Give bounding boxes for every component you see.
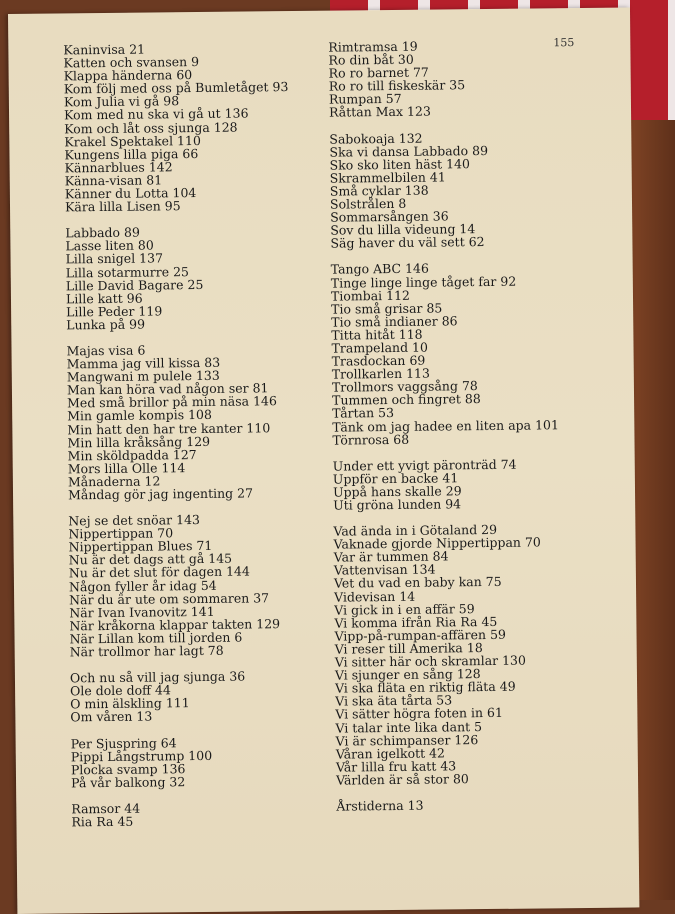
index-entry: Tinge linge linge tåget far 92 [330,273,517,291]
index-entry: Min hatt den har tre kanter 110 [67,419,271,437]
index-entry: Kom med nu ska vi gå ut 136 [63,105,249,123]
index-entry: Nippertippan Blues 71 [68,538,213,555]
index-letter-group [336,797,626,813]
index-entry: Känna-visan 81 [64,172,163,189]
index-entry: Ro din båt 30 [328,51,414,68]
index-entry: Vi sjunger en sång 128 [334,666,481,683]
index-entry: När kråkorna klappar takten 129 [69,616,281,634]
index-letter-group [65,224,356,332]
index-entry: Om våren 13 [70,708,153,725]
index-entry: Vi talar inte lika dant 5 [335,718,483,736]
index-entry: När du är ute om sommaren 37 [69,589,270,608]
index-entry: O min älskling 111 [70,695,190,712]
index-entry: Per Sjuspring 64 [70,734,177,751]
index-entry: Kom och låt oss sjunga 128 [64,119,238,136]
index-letter-group [71,734,362,789]
index-entry: Titta hitåt 118 [331,326,423,343]
index-entry: Nippertippan 70 [68,525,174,542]
index-entry: Råttan Max 123 [328,104,431,121]
index-entry: Vi ska äta tårta 53 [335,692,453,709]
index-entry: När trollmor har lagt 78 [69,642,224,660]
index-entry: Vi sitter här och skramlar 130 [334,652,526,670]
index-entry: Kaninvisa 21 [63,41,146,58]
index-entry: Sko sko liten häst 140 [329,155,471,173]
index-entry: Kom Julia vi gå 98 [63,93,180,110]
index-entry: Ro ro barnet 77 [328,64,429,81]
index-entry: Måndag gör jag ingenting 27 [67,485,254,503]
index-entry: Ro ro till fiskeskär 35 [328,77,466,94]
index-entry: Katten och svansen 9 [63,54,200,71]
index-entry: Ska vi dansa Labbado 89 [329,142,489,160]
index-letter-group [66,341,358,501]
index-entry: Tango ABC 146 [330,261,429,278]
index-entry: Tiombai 112 [330,287,411,304]
index-letter-group [328,38,619,120]
index-entry: Uti gröna lunden 94 [333,496,462,513]
index-entry: Min sköldpadda 127 [67,446,197,464]
index-entry: Vår lilla fru katt 43 [335,758,457,775]
index-entry: Nu är det slut för dagen 144 [68,563,250,581]
index-entry: Rumpan 57 [328,91,402,108]
index-entry: Vi är schimpanser 126 [335,731,479,749]
index-entry: Världen är så stor 80 [335,771,469,788]
index-entry: Vipp-på-rumpan-affären 59 [334,626,507,644]
index-entry: Sabokoaja 132 [329,130,423,147]
index-entry: Uppå hans skalle 29 [332,483,462,500]
index-entry: Vi ska fläta en riktig fläta 49 [335,678,516,696]
index-entry: Mors lilla Olle 114 [67,459,186,477]
index-entry: Vet du vad en baby kan 75 [333,574,502,592]
index-entry: Solstrålen 8 [329,195,407,212]
index-entry: Tio små grisar 85 [331,300,443,317]
index-entry: Trollkarlen 113 [331,365,430,382]
index-entry: Var är tummen 84 [333,548,449,565]
index-entry: Sommarsången 36 [330,208,449,225]
index-letter-group [71,799,361,828]
index-entry: Nej se det snöar 143 [68,512,201,529]
index-entry: Vaknade gjorde Nippertippan 70 [333,534,541,552]
index-entry: Uppför en backe 41 [332,470,459,487]
index-entry: Videvisan 14 [334,588,416,605]
index-entry: Lille Peder 119 [66,303,163,320]
index-entry: Ria Ra 45 [71,813,134,830]
index-entry: Säg haver du väl sett 62 [330,234,485,251]
book-page [8,7,639,913]
index-entry: Min lilla kråksång 129 [67,433,211,451]
index-entry: Kungens lilla piga 66 [64,145,199,163]
index-letter-group [63,40,355,213]
index-entry: När Ivan Ivanovitz 141 [69,603,215,621]
index-entry: Tänk om jag hadee en liten apa 101 [332,416,559,435]
index-entry: När Lillan kom till jorden 6 [69,629,243,647]
index-entry: Vi sätter högra foten in 61 [335,705,503,723]
index-entry: Och nu så vill jag sjunga 36 [69,668,246,686]
index-entry: Vi gick in i en affär 59 [334,600,475,618]
index-column-left [63,40,361,841]
index-entry: Törnrosa 68 [332,431,410,448]
index-entry: Årstiderna 13 [336,797,424,814]
index-entry: Vi reser till Amerika 18 [334,640,483,657]
index-entry: Kännarblues 142 [64,159,173,176]
index-entry: På vår balkong 32 [70,773,186,791]
index-entry: Trollmors vaggsång 78 [331,378,478,395]
index-entry: Tummen och fingret 88 [331,391,481,408]
index-entry: Känner du Lotta 104 [64,185,197,202]
index-entry: Min gamle kompis 108 [67,407,212,424]
index-entry: Mangwani m pulele 133 [66,367,220,385]
index-entry: Lasse liten 80 [65,237,154,254]
index-entry: Trasdockan 69 [331,352,426,369]
index-entry: Lilla sotarmurre 25 [65,263,190,280]
index-entry: Trampeland 10 [331,339,428,356]
index-entry: Skrammelbilen 41 [329,169,446,186]
page-number: 155 [553,36,575,50]
index-entry: Vad ända in i Götaland 29 [333,522,498,539]
index-letter-group [70,668,361,723]
index-entry: Lunka på 99 [66,316,146,333]
index-entry: Tårtan 53 [332,405,395,422]
index-entry: Man kan höra vad någon ser 81 [66,380,269,398]
index-letter-group [333,522,626,787]
index-entry: Labbado 89 [65,224,140,241]
index-letter-group [68,511,359,658]
index-entry: Sov du lilla videung 14 [330,221,476,238]
index-entry: Pippi Långstrump 100 [70,747,213,764]
index-entry: Krakel Spektakel 110 [64,132,201,150]
index-entry: Kära lilla Lisen 95 [64,198,181,215]
index-column-right [328,38,626,826]
index-entry: Med små brillor på min näsa 146 [67,393,277,411]
index-entry: Någon fyller år idag 54 [68,577,217,594]
index-entry: Våran igelkott 42 [335,745,446,762]
index-entry: Klappa händerna 60 [63,67,193,84]
index-entry: Plocka svamp 136 [70,760,186,778]
index-entry: Små cyklar 138 [329,182,429,199]
index-entry: Lilla snigel 137 [65,250,164,267]
index-letter-group [331,260,623,446]
index-entry: Ole dole doff 44 [70,682,171,699]
index-letter-group [333,456,624,511]
index-entry: Rimtramsa 19 [328,38,418,55]
index-entry: Nu är det dags att gå 145 [68,551,233,568]
index-entry: Mamma jag vill kissa 83 [66,354,221,372]
index-entry: Majas visa 6 [66,342,146,359]
index-entry: Kom följ med oss på Bumletåget 93 [63,79,289,97]
index-entry: Under ett yvigt päronträd 74 [332,456,517,474]
index-entry: Lille katt 96 [65,290,143,307]
index-entry: Vattenvisan 134 [333,561,436,578]
index-letter-group [329,129,620,250]
index-entry: Lille David Bagare 25 [65,276,204,294]
index-entry: Vi komma ifrån Ria Ra 45 [334,613,498,631]
index-entry: Tio små indianer 86 [331,313,458,330]
index-entry: Månaderna 12 [67,473,161,490]
index-entry: Ramsor 44 [71,800,141,817]
